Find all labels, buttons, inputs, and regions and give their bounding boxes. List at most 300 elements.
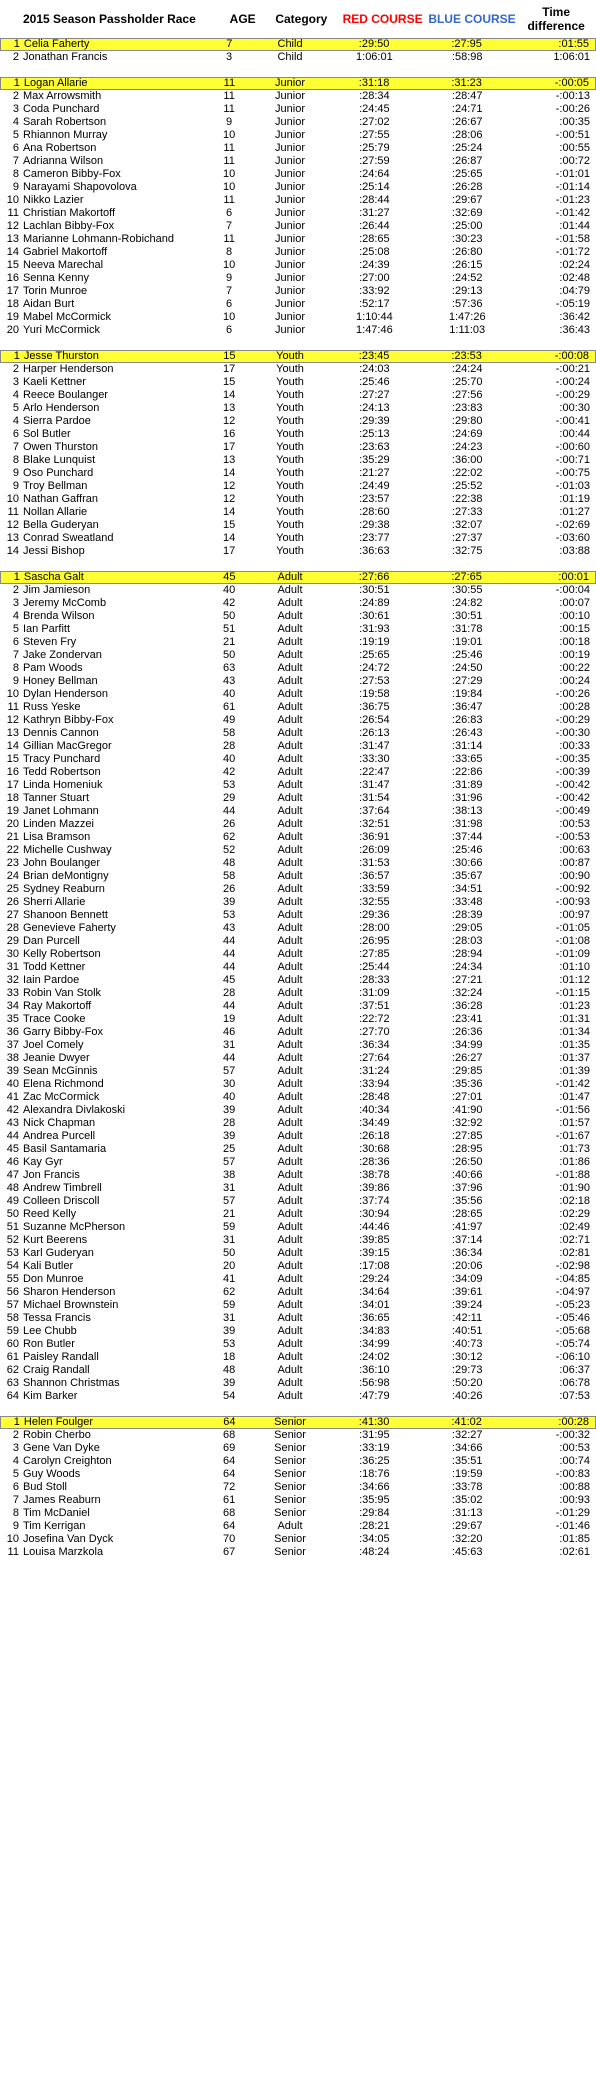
blue-course-time: :23:53 bbox=[451, 350, 482, 362]
time-difference: :00:24 bbox=[559, 675, 591, 687]
racer-age: 7 bbox=[226, 285, 233, 297]
table-row bbox=[0, 116, 596, 129]
table-row bbox=[0, 428, 596, 441]
red-course-time: :27:27 bbox=[359, 389, 390, 401]
place-number: 3 bbox=[12, 1442, 19, 1454]
time-difference: :00:30 bbox=[559, 402, 591, 414]
red-course-time: 1:10:44 bbox=[356, 311, 393, 323]
table-row bbox=[0, 974, 596, 987]
red-course-time: :34:66 bbox=[359, 1481, 390, 1493]
racer-name: Paisley Randall bbox=[22, 1351, 99, 1363]
time-difference: -:01:42 bbox=[555, 1078, 591, 1090]
time-difference: :02:71 bbox=[559, 1234, 591, 1246]
place-number: 1 bbox=[13, 77, 20, 89]
racer-category: Adult bbox=[277, 987, 303, 999]
table-row bbox=[0, 1013, 596, 1026]
racer-age: 40 bbox=[222, 1091, 236, 1103]
time-difference: -:00:29 bbox=[555, 389, 591, 401]
red-course-time: :28:65 bbox=[359, 233, 390, 245]
place-number: 4 bbox=[12, 415, 19, 427]
table-row bbox=[0, 792, 596, 805]
racer-category: Senior bbox=[274, 1494, 306, 1506]
blue-course-time: :26:67 bbox=[451, 116, 483, 128]
racer-age: 3 bbox=[226, 51, 233, 63]
table-row bbox=[0, 545, 596, 558]
blue-course-time: :40:26 bbox=[451, 1390, 483, 1402]
racer-age: 29 bbox=[222, 792, 236, 804]
table-row bbox=[0, 649, 596, 662]
racer-category: Adult bbox=[277, 1273, 303, 1285]
racer-name: Jonathan Francis bbox=[22, 51, 108, 63]
results-body bbox=[0, 38, 596, 1559]
red-course-time: :24:72 bbox=[359, 662, 390, 674]
time-difference: :07:53 bbox=[559, 1390, 591, 1402]
blue-course-time: :24:24 bbox=[451, 363, 483, 375]
racer-name: Shannon Christmas bbox=[22, 1377, 120, 1389]
time-difference: :00:87 bbox=[559, 857, 591, 869]
time-difference: :02:24 bbox=[559, 259, 591, 271]
time-difference: -:06:10 bbox=[555, 1351, 591, 1363]
place-number: 10 bbox=[6, 688, 19, 700]
blue-course-time: :27:33 bbox=[451, 506, 483, 518]
racer-category: Adult bbox=[277, 961, 303, 973]
racer-category: Youth bbox=[276, 415, 304, 427]
time-difference: -:00:49 bbox=[555, 805, 591, 817]
place-number: 13 bbox=[6, 727, 19, 739]
racer-age: 42 bbox=[222, 597, 236, 609]
racer-age: 61 bbox=[222, 701, 236, 713]
racer-name: Elena Richmond bbox=[22, 1078, 104, 1090]
time-difference: -:01:56 bbox=[555, 1104, 591, 1116]
place-number: 2 bbox=[12, 363, 19, 375]
racer-category: Adult bbox=[277, 1312, 303, 1324]
racer-category: Adult bbox=[277, 1260, 303, 1272]
racer-category: Youth bbox=[276, 519, 304, 531]
racer-age: 11 bbox=[223, 90, 235, 102]
time-difference: :00:55 bbox=[559, 142, 591, 154]
table-row bbox=[0, 766, 596, 779]
racer-name: Tracy Punchard bbox=[22, 753, 101, 765]
racer-category: Adult bbox=[277, 662, 303, 674]
racer-name: Sol Butler bbox=[22, 428, 71, 440]
red-course-time: :28:60 bbox=[359, 506, 390, 518]
racer-category: Adult bbox=[277, 688, 303, 700]
blue-course-time: :29:85 bbox=[451, 1065, 483, 1077]
red-course-time: :27:55 bbox=[359, 129, 390, 141]
racer-name: Kim Barker bbox=[22, 1390, 78, 1402]
place-number: 51 bbox=[6, 1221, 19, 1233]
table-row bbox=[0, 1052, 596, 1065]
racer-category: Adult bbox=[277, 1325, 303, 1337]
time-difference: :01:39 bbox=[559, 1065, 591, 1077]
place-number: 3 bbox=[12, 376, 19, 388]
racer-name: Kaeli Kettner bbox=[22, 376, 86, 388]
time-difference: -:00:26 bbox=[555, 688, 591, 700]
red-course-time: :19:58 bbox=[359, 688, 390, 700]
table-row bbox=[0, 233, 596, 246]
racer-category: Junior bbox=[275, 246, 305, 258]
blue-course-time: :22:86 bbox=[451, 766, 483, 778]
blue-course-time: :26:80 bbox=[451, 246, 483, 258]
racer-category: Junior bbox=[275, 90, 305, 102]
blue-course-time: :26:28 bbox=[451, 181, 483, 193]
place-number: 6 bbox=[12, 636, 19, 648]
time-difference: -:00:83 bbox=[555, 1468, 591, 1480]
place-number: 19 bbox=[6, 311, 19, 323]
place-number: 18 bbox=[6, 792, 19, 804]
racer-name: Michelle Cushway bbox=[22, 844, 112, 856]
table-row bbox=[0, 961, 596, 974]
place-number: 7 bbox=[12, 155, 19, 167]
red-course-time: :27:59 bbox=[359, 155, 390, 167]
blue-course-time: :33:65 bbox=[451, 753, 483, 765]
table-row bbox=[0, 1039, 596, 1052]
racer-age: 17 bbox=[222, 363, 236, 375]
place-number: 15 bbox=[6, 259, 19, 271]
time-difference: :02:48 bbox=[559, 272, 591, 284]
blue-course-time: :30:23 bbox=[451, 233, 483, 245]
racer-category: Adult bbox=[277, 1338, 303, 1350]
table-row bbox=[0, 1221, 596, 1234]
racer-age: 62 bbox=[222, 831, 236, 843]
red-course-time: :32:55 bbox=[359, 896, 390, 908]
racer-name: Carolyn Creighton bbox=[22, 1455, 112, 1467]
racer-category: Adult bbox=[277, 948, 303, 960]
place-number: 13 bbox=[6, 532, 19, 544]
racer-name: Zac McCormick bbox=[22, 1091, 100, 1103]
red-course-time: :24:49 bbox=[359, 480, 390, 492]
place-number: 7 bbox=[12, 1494, 19, 1506]
racer-age: 39 bbox=[222, 1104, 236, 1116]
blue-course-time: :28:03 bbox=[451, 935, 483, 947]
place-number: 58 bbox=[6, 1312, 19, 1324]
time-difference: :01:34 bbox=[559, 1026, 591, 1038]
time-difference: :00:07 bbox=[559, 597, 591, 609]
red-course-time: :31:18 bbox=[358, 77, 390, 89]
blue-course-time: :29:80 bbox=[451, 415, 483, 427]
red-course-time: :26:09 bbox=[359, 844, 390, 856]
blue-course-time: :41:90 bbox=[451, 1104, 483, 1116]
time-difference: :00:44 bbox=[559, 428, 591, 440]
place-number: 7 bbox=[12, 649, 19, 661]
racer-name: Cameron Bibby-Fox bbox=[22, 168, 121, 180]
category-header: Category bbox=[275, 12, 328, 26]
time-difference: -:00:60 bbox=[555, 441, 591, 453]
place-number: 59 bbox=[6, 1325, 19, 1337]
racer-name: Tim Kerrigan bbox=[22, 1520, 86, 1532]
racer-category: Youth bbox=[276, 506, 304, 518]
blue-course-time: :32:27 bbox=[451, 1429, 483, 1441]
red-course-time: :23:63 bbox=[359, 441, 390, 453]
racer-age: 14 bbox=[222, 506, 236, 518]
racer-age: 12 bbox=[222, 480, 236, 492]
racer-name: Senna Kenny bbox=[22, 272, 90, 284]
racer-age: 53 bbox=[222, 909, 236, 921]
blue-course-time: :32:24 bbox=[451, 987, 483, 999]
table-row bbox=[0, 519, 596, 532]
red-course-time: 1:06:01 bbox=[356, 51, 393, 63]
racer-category: Adult bbox=[277, 1026, 303, 1038]
racer-name: Lisa Bramson bbox=[22, 831, 91, 843]
table-row bbox=[0, 896, 596, 909]
place-number: 40 bbox=[6, 1078, 19, 1090]
blue-course-time: :58:98 bbox=[451, 51, 483, 63]
place-number: 12 bbox=[6, 519, 19, 531]
racer-name: Sascha Galt bbox=[23, 571, 84, 583]
time-difference: :00:35 bbox=[559, 116, 591, 128]
racer-age: 43 bbox=[222, 922, 236, 934]
time-difference: :00:97 bbox=[559, 909, 591, 921]
racer-age: 68 bbox=[222, 1429, 236, 1441]
racer-age: 7 bbox=[226, 38, 233, 50]
place-number: 4 bbox=[12, 610, 19, 622]
place-number: 55 bbox=[6, 1273, 19, 1285]
time-difference: -:00:42 bbox=[555, 779, 591, 791]
racer-age: 30 bbox=[222, 1078, 236, 1090]
red-course-time: :23:77 bbox=[359, 532, 390, 544]
racer-category: Child bbox=[277, 51, 303, 63]
racer-age: 57 bbox=[222, 1156, 236, 1168]
place-number: 41 bbox=[6, 1091, 19, 1103]
place-number: 9 bbox=[12, 1520, 19, 1532]
racer-age: 10 bbox=[222, 311, 236, 323]
time-difference: :01:23 bbox=[559, 1000, 591, 1012]
place-number: 29 bbox=[6, 935, 19, 947]
place-number: 20 bbox=[6, 818, 19, 830]
time-difference: -:00:26 bbox=[555, 103, 591, 115]
racer-name: Sydney Reaburn bbox=[22, 883, 105, 895]
place-number: 9 bbox=[12, 675, 19, 687]
red-course-time: :30:61 bbox=[359, 610, 390, 622]
blue-course-time: :25:00 bbox=[451, 220, 483, 232]
time-difference: :01:47 bbox=[559, 1091, 591, 1103]
table-row bbox=[0, 597, 596, 610]
place-number: 31 bbox=[6, 961, 19, 973]
red-course-time: :36:65 bbox=[359, 1312, 390, 1324]
table-row bbox=[0, 1117, 596, 1130]
racer-name: Basil Santamaria bbox=[22, 1143, 107, 1155]
racer-name: Ian Parfitt bbox=[22, 623, 71, 635]
blue-course-time: :57:36 bbox=[451, 298, 483, 310]
sheet-title: 2015 Season Passholder Race bbox=[23, 12, 196, 26]
time-difference: -:00:21 bbox=[555, 363, 591, 375]
racer-age: 59 bbox=[222, 1299, 236, 1311]
place-number: 28 bbox=[6, 922, 19, 934]
time-difference: -:01:29 bbox=[555, 1507, 591, 1519]
time-difference: :00:63 bbox=[559, 844, 591, 856]
blue-course-time: :33:48 bbox=[451, 896, 483, 908]
racer-category: Adult bbox=[277, 1143, 303, 1155]
racer-age: 61 bbox=[222, 1494, 236, 1506]
red-course-time: :39:15 bbox=[359, 1247, 390, 1259]
red-course-time: :29:24 bbox=[359, 1273, 390, 1285]
red-course-time: :29:36 bbox=[359, 909, 390, 921]
red-course-time: :44:46 bbox=[359, 1221, 390, 1233]
table-row bbox=[0, 454, 596, 467]
racer-age: 28 bbox=[222, 987, 236, 999]
racer-name: Louisa Marzkola bbox=[22, 1546, 104, 1558]
racer-name: Lee Chubb bbox=[22, 1325, 77, 1337]
blue-course-time: :25:70 bbox=[451, 376, 483, 388]
red-course-time: :28:33 bbox=[359, 974, 390, 986]
red-course-time: :26:54 bbox=[359, 714, 390, 726]
racer-category: Adult bbox=[277, 779, 303, 791]
red-course-time: :30:51 bbox=[359, 584, 390, 596]
red-course-time: :27:70 bbox=[359, 1026, 390, 1038]
racer-age: 42 bbox=[222, 766, 236, 778]
racer-age: 19 bbox=[222, 1013, 236, 1025]
table-row bbox=[0, 935, 596, 948]
blue-course-time: :33:78 bbox=[451, 1481, 483, 1493]
blue-course-time: :27:21 bbox=[451, 974, 483, 986]
place-number: 16 bbox=[6, 272, 19, 284]
racer-age: 45 bbox=[222, 974, 236, 986]
racer-age: 18 bbox=[222, 1351, 236, 1363]
racer-age: 14 bbox=[222, 389, 236, 401]
blue-course-time: :30:66 bbox=[451, 857, 483, 869]
table-row bbox=[0, 1429, 596, 1442]
table-row bbox=[0, 1104, 596, 1117]
red-course-time: :31:93 bbox=[359, 623, 390, 635]
racer-category: Junior bbox=[275, 272, 305, 284]
place-number: 60 bbox=[6, 1338, 19, 1350]
racer-category: Youth bbox=[276, 350, 304, 362]
blue-course-time: :23:83 bbox=[451, 402, 483, 414]
time-difference: -:00:39 bbox=[555, 766, 591, 778]
table-row bbox=[0, 207, 596, 220]
time-difference: :00:53 bbox=[559, 1442, 591, 1454]
blue-course-header: BLUE COURSE bbox=[428, 12, 516, 26]
racer-category: Adult bbox=[277, 753, 303, 765]
red-course-time: :34:99 bbox=[359, 1338, 390, 1350]
blue-course-time: :31:98 bbox=[451, 818, 483, 830]
racer-age: 11 bbox=[223, 77, 236, 89]
blue-course-time: :24:23 bbox=[451, 441, 483, 453]
racer-age: 13 bbox=[222, 454, 236, 466]
racer-category: Adult bbox=[277, 1364, 303, 1376]
racer-category: Junior bbox=[275, 103, 305, 115]
racer-name: Craig Randall bbox=[22, 1364, 90, 1376]
racer-category: Junior bbox=[275, 207, 305, 219]
table-row bbox=[0, 779, 596, 792]
place-number: 38 bbox=[6, 1052, 19, 1064]
racer-age: 64 bbox=[222, 1468, 236, 1480]
table-row bbox=[0, 675, 596, 688]
red-course-time: :24:03 bbox=[359, 363, 390, 375]
time-difference: :00:19 bbox=[559, 649, 591, 661]
time-difference: :00:88 bbox=[559, 1481, 591, 1493]
place-number: 3 bbox=[12, 103, 19, 115]
racer-age: 40 bbox=[222, 584, 236, 596]
blue-course-time: :40:73 bbox=[451, 1338, 483, 1350]
racer-category: Junior bbox=[275, 155, 305, 167]
racer-name: Ray Makortoff bbox=[22, 1000, 92, 1012]
racer-name: Tanner Stuart bbox=[22, 792, 90, 804]
racer-category: Adult bbox=[277, 935, 303, 947]
racer-age: 39 bbox=[222, 1325, 236, 1337]
racer-category: Adult bbox=[277, 870, 303, 882]
blue-course-time: :27:95 bbox=[451, 38, 482, 50]
place-number: 17 bbox=[6, 285, 19, 297]
racer-age: 43 bbox=[222, 675, 236, 687]
time-difference: -:01:58 bbox=[555, 233, 591, 245]
time-difference: -:02:69 bbox=[555, 519, 591, 531]
place-number: 63 bbox=[6, 1377, 19, 1389]
place-number: 8 bbox=[12, 1507, 19, 1519]
racer-category: Junior bbox=[275, 168, 305, 180]
racer-age: 15 bbox=[223, 350, 236, 362]
place-number: 47 bbox=[6, 1169, 19, 1181]
red-course-time: :35:29 bbox=[359, 454, 390, 466]
racer-category: Adult bbox=[277, 1039, 303, 1051]
table-row bbox=[0, 1520, 596, 1533]
time-difference: -:01:72 bbox=[555, 246, 591, 258]
time-difference: -:00:35 bbox=[555, 753, 591, 765]
table-row bbox=[0, 532, 596, 545]
place-number: 4 bbox=[12, 1455, 19, 1467]
time-difference: -:05:68 bbox=[555, 1325, 591, 1337]
racer-name: Helen Foulger bbox=[23, 1416, 93, 1428]
racer-name: Sean McGinnis bbox=[22, 1065, 98, 1077]
table-row bbox=[0, 181, 596, 194]
place-number: 14 bbox=[6, 740, 19, 752]
blue-course-time: :35:67 bbox=[451, 870, 483, 882]
racer-age: 6 bbox=[226, 207, 233, 219]
table-row bbox=[0, 1130, 596, 1143]
racer-age: 68 bbox=[222, 1507, 236, 1519]
racer-name: Kali Butler bbox=[22, 1260, 74, 1272]
place-number: 43 bbox=[6, 1117, 19, 1129]
racer-age: 38 bbox=[222, 1169, 236, 1181]
red-course-time: :26:44 bbox=[359, 220, 390, 232]
racer-name: Ana Robertson bbox=[22, 142, 97, 154]
racer-name: Yuri McCormick bbox=[22, 324, 100, 336]
racer-name: Aidan Burt bbox=[22, 298, 75, 310]
racer-age: 7 bbox=[226, 220, 233, 232]
red-course-time: :25:46 bbox=[359, 376, 390, 388]
racer-age: 54 bbox=[222, 1390, 236, 1402]
red-course-time: :28:34 bbox=[359, 90, 390, 102]
racer-name: Garry Bibby-Fox bbox=[22, 1026, 104, 1038]
racer-name: Dennis Cannon bbox=[22, 727, 99, 739]
place-number: 45 bbox=[6, 1143, 19, 1155]
racer-age: 44 bbox=[222, 805, 236, 817]
racer-category: Adult bbox=[277, 1117, 303, 1129]
red-course-time: :29:84 bbox=[359, 1507, 390, 1519]
racer-category: Youth bbox=[276, 428, 304, 440]
racer-category: Youth bbox=[276, 545, 304, 557]
racer-category: Adult bbox=[277, 922, 303, 934]
time-difference: -:00:92 bbox=[555, 883, 591, 895]
racer-age: 39 bbox=[222, 896, 236, 908]
racer-name: Rhiannon Murray bbox=[22, 129, 108, 141]
blue-course-time: :25:65 bbox=[451, 168, 483, 180]
group-spacer bbox=[0, 64, 596, 77]
table-row bbox=[0, 1481, 596, 1494]
blue-course-time: :25:52 bbox=[451, 480, 483, 492]
racer-category: Youth bbox=[276, 532, 304, 544]
red-course-time: :31:09 bbox=[359, 987, 390, 999]
racer-name: Bud Stoll bbox=[22, 1481, 67, 1493]
blue-course-time: :36:00 bbox=[451, 454, 483, 466]
racer-name: Nick Chapman bbox=[22, 1117, 96, 1129]
racer-category: Adult bbox=[277, 1234, 303, 1246]
blue-course-time: :22:38 bbox=[451, 493, 483, 505]
racer-age: 44 bbox=[222, 1000, 236, 1012]
time-difference: -:00:51 bbox=[555, 129, 591, 141]
blue-course-time: :27:65 bbox=[451, 571, 482, 583]
red-course-time: :34:49 bbox=[359, 1117, 390, 1129]
